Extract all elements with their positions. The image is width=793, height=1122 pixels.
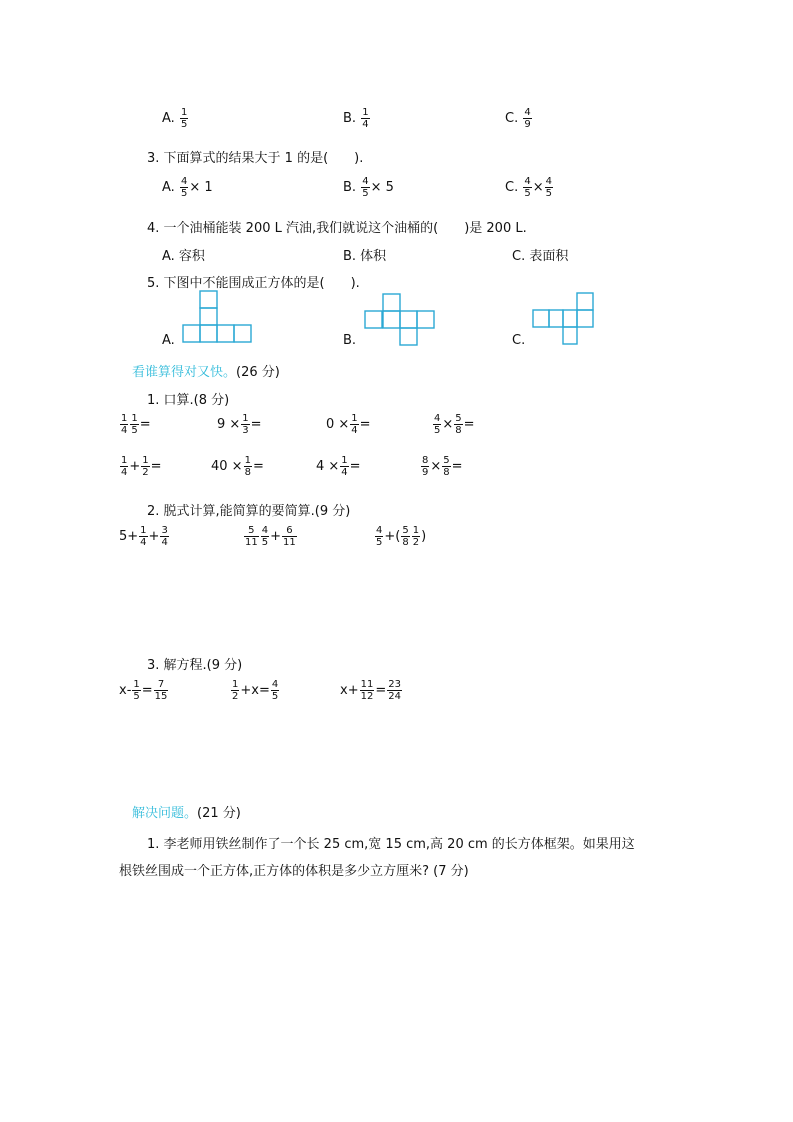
question-4-stem: 4. 一个油桶能装 200 L 汽油,我们就说这个油桶的( )是 200 L. — [147, 221, 527, 236]
q2-option-c: C. $\frac{4}{9}$ — [505, 107, 531, 130]
problem-1-line-1: 1. 李老师用铁丝制作了一个长 25 cm,宽 15 cm,高 20 cm 的长方体框架。如果用这 — [147, 837, 635, 852]
section-heading-problems: 解决问题。(21 分) — [132, 806, 241, 821]
cube-net-b — [364, 293, 440, 347]
equation-title: 3. 解方程.(9 分) — [147, 658, 243, 673]
fraction: $\frac{1}{4}$ — [362, 107, 369, 130]
q5-label-b: B. — [343, 333, 357, 348]
oral-expression: 9 × $\frac{1}{3}$ = — [217, 413, 262, 436]
oral-expression: 4 × $\frac{1}{4}$ = — [316, 455, 361, 478]
q4-option-c: C. 表面积 — [512, 249, 569, 264]
q2-option-a: A. $\frac{1}{5}$ — [162, 107, 188, 130]
fraction: $\frac{1}{5}$ — [180, 107, 188, 130]
equation: x- $\frac{1}{5}$ = $\frac{7}{15}$ — [119, 679, 168, 702]
question-5-stem: 5. 下图中不能围成正方体的是( ). — [147, 276, 360, 291]
oral-expression: $\frac{8}{9}$ × $\frac{5}{8}$ = — [422, 455, 463, 478]
step-calc-expression: $\frac{4}{5}$ +( $\frac{5}{8}$ $\frac{1}{2}$ ) — [376, 525, 427, 548]
q5-label-a: A. — [162, 333, 175, 348]
equation: x+ $\frac{11}{12}$ = $\frac{23}{24}$ — [340, 679, 401, 702]
step-calc-expression: 5+ $\frac{1}{4}$ + $\frac{3}{4}$ — [119, 525, 168, 548]
cube-net-a — [182, 290, 256, 346]
oral-expression: $\frac{1}{4}$ + $\frac{1}{2}$ = — [121, 455, 162, 478]
cube-net-c — [532, 292, 596, 346]
fraction: $\frac{4}{9}$ — [524, 107, 531, 130]
q4-option-a: A. 容积 — [162, 249, 205, 264]
section-heading-calculation: 看谁算得对又快。(26 分) — [132, 365, 280, 380]
q5-label-c: C. — [512, 333, 526, 348]
equation: $\frac{1}{2}$ +x= $\frac{4}{5}$ — [232, 679, 279, 702]
q3-option-c: C. $\frac{4}{5}$ × $\frac{4}{5}$ — [505, 176, 553, 199]
q2-option-b: B. $\frac{1}{4}$ — [343, 107, 369, 130]
oral-expression: $\frac{1}{4}$ $\frac{1}{5}$ = — [121, 413, 151, 436]
step-calc-expression: $\frac{5}{11}$ $\frac{4}{5}$ + $\frac{6}{11}$ — [245, 525, 296, 548]
q4-option-b: B. 体积 — [343, 249, 387, 264]
problem-1-line-2: 根铁丝围成一个正方体,正方体的体积是多少立方厘米? (7 分) — [119, 864, 469, 879]
q3-option-a: A. $\frac{4}{5}$ × 1 — [162, 176, 213, 199]
oral-expression: 40 × $\frac{1}{8}$ = — [211, 455, 264, 478]
oral-expression: 0 × $\frac{1}{4}$ = — [326, 413, 371, 436]
oral-expression: $\frac{4}{5}$ × $\frac{5}{8}$ = — [434, 413, 475, 436]
q3-option-b: B. $\frac{4}{5}$ × 5 — [343, 176, 394, 199]
step-calc-title: 2. 脱式计算,能简算的要简算.(9 分) — [147, 504, 351, 519]
question-3-stem: 3. 下面算式的结果大于 1 的是( ). — [147, 151, 364, 166]
oral-calc-title: 1. 口算.(8 分) — [147, 393, 230, 408]
